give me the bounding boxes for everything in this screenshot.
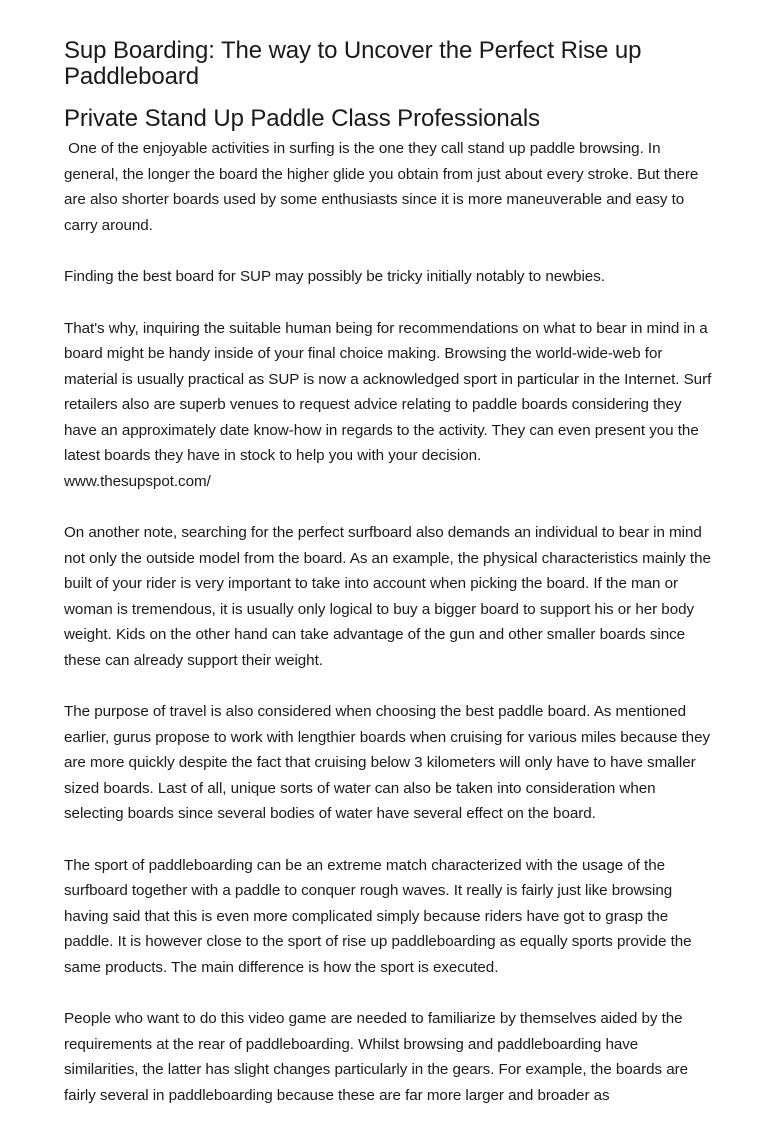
paragraph-finding-board: Finding the best board for SUP may possibly be tricky initially notably to newbies. <box>64 268 605 285</box>
paragraph-recommendations: That's why, inquiring the suitable human being for recommendations on what to bear in mind in a board might be handy inside of your final choice making. Browsing the world-wide-web for material is usually practical as SUP is now a acknowledged sport in particular in the Internet. Surf retailers also are superb venues to request advice relating to paddle boards considering they have an approximately date know-how in regards to the activity. They can even present you the latest boards they have in stock to help you with your decision. <box>64 319 712 464</box>
paragraph-rider-built: On another note, searching for the perfect surfboard also demands an individual to bear in mind not only the outside model from the board. As an example, the physical characteristics mainly the built of your rider is very important to take into account when picking the board. If the man or woman is tremendous, it is usually only logical to buy a bigger board to support his or her body weight. Kids on the other hand can take advantage of the gun and other smaller boards since these can already support their weight. <box>64 524 711 669</box>
paragraph-travel-purpose: The purpose of travel is also considered when choosing the best paddle board. As mentioned earlier, gurus propose to work with lengthier boards when cruising for various miles because they are more quickly despite the fact that cruising below 3 kilometers will only have to have smaller sized boards. Last of all, unique sorts of water can also be taken into consideration when selecting boards since several bodies of water have several effect on the board. <box>64 703 711 822</box>
document-page <box>64 0 714 1134</box>
document-subtitle: Private Stand Up Paddle Class Professionals <box>64 105 540 132</box>
paragraph-paddleboarding-sport: The sport of paddleboarding can be an extreme match characterized with the usage of the surfboard together with a paddle to conquer rough waves. It really is fairly just like browsing having said that this is even more complicated simply because riders have got to grasp the paddle. It is however close to the sport of rise up paddleboarding as equally sports provide the same products. The main difference is how the sport is executed. <box>64 856 692 976</box>
document-title: Sup Boarding: The way to Uncover the Perfect Rise up Paddleboard <box>64 37 642 90</box>
link-thesupspot[interactable]: www.thesupspot.com/ <box>64 472 211 490</box>
paragraph-intro: One of the enjoyable activities in surfing is the one they call stand up paddle browsing. In general, the longer the board the higher glide you obtain from just about every stroke. But there are also shorter boards used by some enthusiasts since it is more maneuverable and easy to carry around. <box>64 140 703 234</box>
paragraph-requirements: People who want to do this video game are needed to familiarize by themselves aided by the requirements at the rear of paddleboarding. Whilst browsing and paddleboarding have similarities, the latter has slight changes particularly in the gears. For example, the boards are fairly several in paddleboarding because these are far more larger and broader as <box>64 1010 688 1104</box>
document-body <box>64 136 714 1108</box>
